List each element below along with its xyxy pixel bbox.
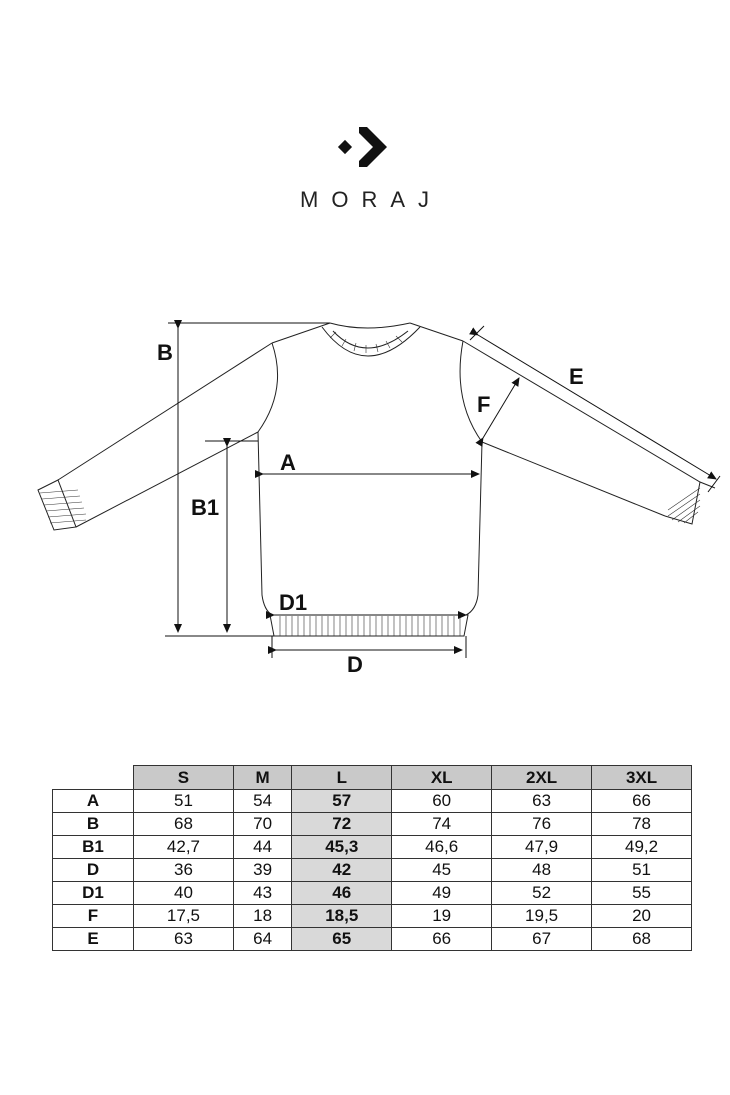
column-header: 2XL xyxy=(492,766,592,790)
table-cell: 66 xyxy=(392,928,492,951)
table-cell: 63 xyxy=(492,790,592,813)
column-header: M xyxy=(233,766,291,790)
table-cell: 49,2 xyxy=(592,836,692,859)
label-d: D xyxy=(347,652,363,677)
column-header: S xyxy=(134,766,234,790)
table-cell: 60 xyxy=(392,790,492,813)
table-cell: 76 xyxy=(492,813,592,836)
table-cell: 63 xyxy=(134,928,234,951)
table-header-row xyxy=(53,766,692,790)
table-cell: 42,7 xyxy=(134,836,234,859)
table-row xyxy=(53,928,692,951)
label-b1: B1 xyxy=(191,495,220,520)
table-row xyxy=(53,790,692,813)
table-cell: 20 xyxy=(592,905,692,928)
table-cell: 36 xyxy=(134,859,234,882)
table-cell: 46 xyxy=(292,882,392,905)
column-header: L xyxy=(292,766,392,790)
table-cell: 67 xyxy=(492,928,592,951)
table-cell: 65 xyxy=(292,928,392,951)
table-cell: 72 xyxy=(292,813,392,836)
column-header: XL xyxy=(392,766,492,790)
table-row xyxy=(53,836,692,859)
table-cell: 40 xyxy=(134,882,234,905)
row-header: A xyxy=(53,790,134,813)
sweater-outline-icon xyxy=(0,300,730,690)
row-header: B xyxy=(53,813,134,836)
table-cell: 45,3 xyxy=(292,836,392,859)
table-cell: 51 xyxy=(134,790,234,813)
table-cell: 74 xyxy=(392,813,492,836)
table-cell: 18,5 xyxy=(292,905,392,928)
table-cell: 70 xyxy=(233,813,291,836)
table-row xyxy=(53,813,692,836)
table-cell: 18 xyxy=(233,905,291,928)
table-cell: 55 xyxy=(592,882,692,905)
brand-name: MORAJ xyxy=(300,187,442,212)
table-cell: 43 xyxy=(233,882,291,905)
table-cell: 47,9 xyxy=(492,836,592,859)
table-cell: 19 xyxy=(392,905,492,928)
label-e: E xyxy=(569,364,584,389)
row-header: E xyxy=(53,928,134,951)
row-header: F xyxy=(53,905,134,928)
table-cell: 19,5 xyxy=(492,905,592,928)
table-cell: 45 xyxy=(392,859,492,882)
row-header: B1 xyxy=(53,836,134,859)
table-cell: 46,6 xyxy=(392,836,492,859)
column-header: 3XL xyxy=(592,766,692,790)
table-row xyxy=(53,859,692,882)
label-b: B xyxy=(157,340,173,365)
table-cell: 48 xyxy=(492,859,592,882)
table-cell: 64 xyxy=(233,928,291,951)
table-cell: 44 xyxy=(233,836,291,859)
row-header: D xyxy=(53,859,134,882)
label-a: A xyxy=(280,450,296,475)
table-cell: 39 xyxy=(233,859,291,882)
table-cell: 17,5 xyxy=(134,905,234,928)
label-d1: D1 xyxy=(279,590,308,615)
label-f: F xyxy=(477,392,491,417)
table-cell: 66 xyxy=(592,790,692,813)
size-table xyxy=(52,765,692,951)
table-cell: 57 xyxy=(292,790,392,813)
table-cell: 49 xyxy=(392,882,492,905)
diamond-chevron-logo-icon xyxy=(335,125,395,171)
table-cell: 42 xyxy=(292,859,392,882)
table-row xyxy=(53,905,692,928)
table-cell: 78 xyxy=(592,813,692,836)
brand-logo xyxy=(0,125,730,212)
table-cell: 68 xyxy=(592,928,692,951)
table-cell: 51 xyxy=(592,859,692,882)
table-cell: 68 xyxy=(134,813,234,836)
sweater-measurement-diagram xyxy=(0,300,730,690)
table-row xyxy=(53,882,692,905)
table-cell: 52 xyxy=(492,882,592,905)
row-header: D1 xyxy=(53,882,134,905)
table-cell: 54 xyxy=(233,790,291,813)
